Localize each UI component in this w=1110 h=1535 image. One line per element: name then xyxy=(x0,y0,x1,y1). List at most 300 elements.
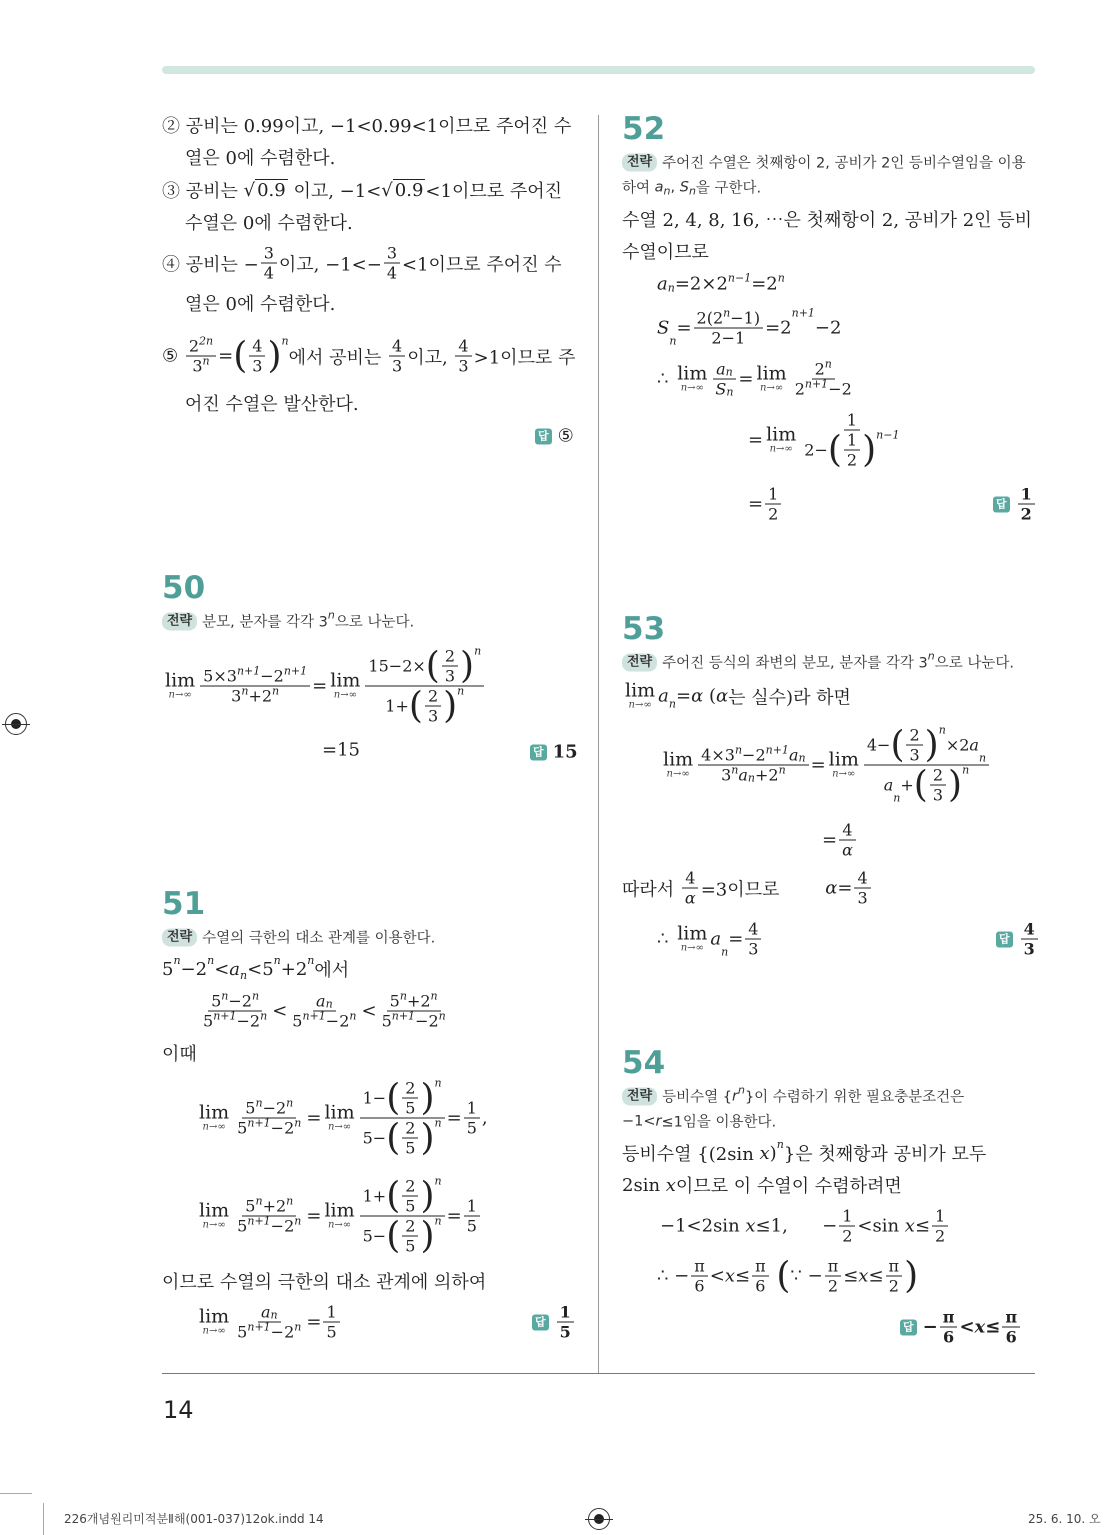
math-text: 2 xyxy=(814,359,825,379)
strategy-text xyxy=(202,608,415,632)
numerator xyxy=(864,723,989,766)
math-text: ) xyxy=(769,1142,777,1164)
superscript: n+1 xyxy=(791,306,815,320)
math-text: +2 xyxy=(280,958,308,980)
numerator xyxy=(360,1076,445,1119)
math-text: 2 xyxy=(794,379,805,399)
radicand: 0.9 xyxy=(257,180,286,201)
math-text: −2 xyxy=(828,379,852,399)
math-text: 2sin xyxy=(622,1174,666,1196)
math-text: 15−2× xyxy=(368,656,426,676)
lim-label: lim xyxy=(199,1305,230,1328)
numerator xyxy=(854,869,870,889)
math-text: +2 xyxy=(754,765,779,785)
answer-value xyxy=(555,1303,576,1342)
numerator xyxy=(323,1303,339,1323)
left-paren: ( xyxy=(386,1215,401,1256)
page-number: 14 xyxy=(163,1396,194,1424)
right-paren: ) xyxy=(420,1215,435,1256)
math-variable: S xyxy=(679,179,689,195)
registration-mark-icon xyxy=(5,713,27,735)
numerator xyxy=(1002,1308,1020,1328)
strategy-text xyxy=(202,927,435,948)
math-text: 1 xyxy=(466,1196,477,1216)
fraction xyxy=(844,431,860,470)
math-text: −1<2sin xyxy=(660,1215,746,1237)
numerator xyxy=(752,1257,769,1277)
math-text: ≤ xyxy=(914,1215,931,1237)
superscript: n+1 xyxy=(391,1009,416,1023)
denominator xyxy=(382,684,467,726)
math-text: 5 xyxy=(389,991,400,1011)
denominator xyxy=(323,1323,339,1342)
solution-line xyxy=(622,206,1032,232)
paren-content xyxy=(904,726,924,765)
denominator xyxy=(249,357,265,376)
math-text: ≤ xyxy=(868,1265,884,1287)
math-text: 4 xyxy=(263,263,274,283)
radical-sign: √ xyxy=(243,179,256,201)
numerator xyxy=(839,821,855,841)
math-text: = xyxy=(676,685,692,707)
math-text: 2 xyxy=(405,1216,416,1236)
superscript: n xyxy=(173,954,181,967)
math-text: 5− xyxy=(362,1128,387,1148)
math-variable: S xyxy=(715,379,727,399)
superscript: n xyxy=(824,357,832,371)
numerator xyxy=(1021,920,1038,940)
math-text: 수열의 극한의 대소 관계를 이용한다. xyxy=(202,930,436,947)
math-text: ④ 공비는 − xyxy=(162,254,259,275)
math-text: = xyxy=(822,829,838,851)
math-text: 1 xyxy=(326,1302,337,1322)
parenthesized xyxy=(827,428,900,470)
denominator xyxy=(289,1009,359,1031)
denominator xyxy=(464,1217,480,1236)
denominator xyxy=(792,377,855,399)
math-text: 5 xyxy=(466,1216,477,1236)
lim-subscript: n→∞ xyxy=(760,382,784,394)
subscript: n xyxy=(726,385,734,399)
paren-content xyxy=(400,1079,420,1118)
math-text: ∴ − xyxy=(657,1265,690,1287)
math-variable: α xyxy=(842,840,853,860)
numerator xyxy=(844,431,860,451)
superscript: n xyxy=(349,1009,357,1023)
solution-line xyxy=(657,357,857,399)
math-text: 3 xyxy=(252,356,263,376)
math-text: 5 xyxy=(405,1236,416,1256)
square-root xyxy=(244,179,288,201)
math-variable: a xyxy=(788,745,799,765)
limit xyxy=(677,922,708,954)
numerator xyxy=(425,687,441,707)
math-text: 1 xyxy=(846,410,857,430)
math-text: = xyxy=(810,754,826,776)
lim-subscript: n→∞ xyxy=(202,1219,226,1231)
math-text: −2 xyxy=(814,317,842,339)
math-text: ( xyxy=(703,685,716,707)
superscript: n xyxy=(286,1194,294,1208)
denominator xyxy=(930,786,946,805)
math-text: 6 xyxy=(694,1276,705,1296)
math-text: 3 xyxy=(231,686,242,706)
math-text: ≤1, − xyxy=(755,1215,838,1237)
superscript: n xyxy=(430,989,438,1003)
math-text: ⑤ xyxy=(162,345,184,367)
fraction xyxy=(792,357,855,399)
math-variable: x xyxy=(665,1174,676,1196)
math-text: = xyxy=(676,317,692,339)
numerator xyxy=(258,1303,281,1323)
math-text: 4− xyxy=(866,735,891,755)
numerator xyxy=(387,989,441,1012)
math-text: 5 xyxy=(245,1098,256,1118)
denominator xyxy=(455,357,471,376)
lim-subscript: n→∞ xyxy=(680,942,704,954)
lim-label: lim xyxy=(625,679,656,702)
superscript: n xyxy=(221,989,229,1003)
math-variable: a xyxy=(657,273,668,295)
math-text: < xyxy=(361,1000,377,1022)
math-text: ≤ xyxy=(735,1265,751,1287)
question-number: 51 xyxy=(162,886,206,922)
math-text: 2 xyxy=(846,450,858,470)
denominator xyxy=(384,264,400,283)
numerator xyxy=(844,411,860,431)
superscript: n xyxy=(255,1194,263,1208)
math-text: 4 xyxy=(842,820,853,840)
fraction xyxy=(886,1257,903,1296)
math-text: 2 xyxy=(932,765,944,785)
math-text: 3 xyxy=(263,243,274,263)
subscript: n xyxy=(240,969,248,982)
math-text: 으로 나눈다. xyxy=(334,614,415,631)
math-variable: x xyxy=(974,1316,986,1338)
lim-subscript: n→∞ xyxy=(769,443,793,455)
math-text: 이고, −1<− xyxy=(278,254,382,275)
numerator xyxy=(242,1194,296,1217)
math-variable: a xyxy=(316,991,326,1011)
solution-line xyxy=(622,869,873,908)
limit xyxy=(199,1199,230,1231)
math-text: =2 xyxy=(751,273,778,295)
math-text: −2 xyxy=(742,745,766,765)
denominator xyxy=(932,1227,948,1246)
denominator xyxy=(745,940,761,959)
fraction xyxy=(402,1119,418,1158)
denominator xyxy=(234,1214,304,1236)
denominator xyxy=(234,1320,304,1342)
superscript: n xyxy=(438,1009,446,1023)
math-text: 5− xyxy=(362,1226,387,1246)
lim-label: lim xyxy=(766,423,797,446)
denominator xyxy=(464,1119,480,1138)
superscript: n xyxy=(294,1320,302,1334)
math-variable: S xyxy=(657,317,670,339)
answer-value xyxy=(1019,920,1040,959)
solution-line xyxy=(185,390,359,416)
math-text: 에서 공비는 xyxy=(288,347,387,368)
math-variable: x xyxy=(724,1265,736,1287)
solution-line xyxy=(162,1040,197,1066)
fraction xyxy=(557,1303,574,1342)
math-text: 열은 0에 수렴한다. xyxy=(185,294,336,315)
math-text: 2 xyxy=(935,1226,946,1246)
solution-line xyxy=(657,271,785,295)
math-text: 분모, 분자를 각각 3 xyxy=(202,614,328,631)
denominator xyxy=(825,1277,841,1296)
subscript: n xyxy=(688,184,696,198)
solution-line xyxy=(185,290,335,316)
math-text: 5 xyxy=(237,1322,248,1342)
math-text: −2 xyxy=(270,1118,295,1138)
answer-badge: 답 xyxy=(530,744,547,760)
subscript: n xyxy=(725,365,733,379)
math-text: 5 xyxy=(326,1322,337,1342)
math-text: = xyxy=(738,368,754,390)
math-text: 4 xyxy=(386,263,397,283)
lim-label: lim xyxy=(330,669,361,692)
right-paren: ) xyxy=(948,764,963,805)
math-text: =15 xyxy=(322,739,360,761)
parenthesized xyxy=(386,1076,442,1118)
math-text: 2 xyxy=(827,1276,839,1296)
math-text: = xyxy=(306,1311,322,1333)
solution-line xyxy=(198,989,451,1031)
paren-content xyxy=(423,687,443,726)
right-paren: ) xyxy=(420,1117,435,1158)
superscript: n+1 xyxy=(283,664,308,678)
math-text: 1− xyxy=(362,1088,387,1108)
math-text: = xyxy=(312,675,328,697)
strategy-text xyxy=(622,1111,776,1132)
math-text: }은 첫째항과 공비가 모두 xyxy=(783,1144,987,1165)
math-text: 5 xyxy=(203,1011,214,1031)
lim-subscript: n→∞ xyxy=(168,689,192,701)
math-text: 열은 0에 수렴한다. xyxy=(185,148,336,169)
subscript: n xyxy=(978,751,987,765)
superscript: n xyxy=(927,649,935,663)
denominator xyxy=(801,428,902,470)
fraction xyxy=(402,1177,418,1216)
parenthesized xyxy=(386,1116,442,1158)
superscript: n+1 xyxy=(213,1009,237,1023)
solution-line xyxy=(196,1076,488,1158)
math-text: 2 xyxy=(405,1176,416,1196)
fraction xyxy=(940,1308,958,1347)
math-text: 2 xyxy=(188,336,200,356)
math-text: , xyxy=(481,1107,488,1129)
solution-line xyxy=(196,1303,342,1342)
lim-subscript: n→∞ xyxy=(832,768,856,780)
denominator xyxy=(708,329,748,348)
math-text: −2 xyxy=(325,1011,350,1031)
denominator xyxy=(360,1214,445,1256)
denominator xyxy=(1021,940,1038,959)
math-text: , xyxy=(670,179,680,195)
numerator xyxy=(694,306,764,329)
superscript: n+1 xyxy=(765,743,789,757)
fraction xyxy=(1018,485,1035,524)
fraction xyxy=(365,644,484,726)
strategy xyxy=(162,927,435,948)
parenthesized xyxy=(408,684,465,726)
numerator xyxy=(455,337,471,357)
math-text: 1+ xyxy=(362,1186,387,1206)
strategy-text xyxy=(662,1083,965,1107)
fraction xyxy=(839,1207,855,1246)
lim-subscript: n→∞ xyxy=(666,768,690,780)
exponent: n xyxy=(281,334,289,348)
limit xyxy=(330,669,361,701)
math-text: 4 xyxy=(252,336,263,356)
superscript: n xyxy=(272,684,280,698)
math-text: 1 xyxy=(846,430,858,450)
left-paren: ( xyxy=(233,335,248,376)
numerator xyxy=(930,766,946,786)
subscript: n xyxy=(663,184,671,198)
superscript: n xyxy=(776,1138,784,1151)
math-text: 2 xyxy=(405,1078,416,1098)
math-text: + xyxy=(900,775,914,795)
superscript: n xyxy=(731,763,739,777)
denominator xyxy=(844,451,860,470)
lim-subscript: n→∞ xyxy=(202,1325,226,1337)
numerator xyxy=(402,1217,418,1237)
math-text: 3 xyxy=(386,243,397,263)
math-text: π xyxy=(694,1256,705,1276)
math-text: < xyxy=(709,1265,725,1287)
numerator xyxy=(186,334,216,357)
numerator xyxy=(208,989,262,1012)
superscript: n xyxy=(723,306,731,320)
fraction xyxy=(930,766,946,805)
math-text: 는 실수)라 하면 xyxy=(728,687,851,708)
right-paren: ) xyxy=(904,1255,919,1296)
parenthesized xyxy=(233,334,289,376)
left-paren: ( xyxy=(386,1117,401,1158)
superscript: n xyxy=(737,1083,745,1097)
math-variable: a xyxy=(716,359,726,379)
exponent: n xyxy=(434,1214,442,1228)
exponent: n−1 xyxy=(876,428,900,442)
numerator xyxy=(360,1174,445,1217)
superscript: n xyxy=(286,1096,294,1110)
fraction xyxy=(425,687,441,726)
solution-line xyxy=(660,723,991,805)
math-text: 3 xyxy=(192,356,203,376)
math-text: 2 xyxy=(842,1226,853,1246)
math-text: +2 xyxy=(248,686,273,706)
header-bar xyxy=(162,66,1035,74)
numerator xyxy=(713,360,736,380)
math-text: 이므로 수열의 극한의 대소 관계에 의하여 xyxy=(162,1272,487,1293)
superscript: n xyxy=(777,271,785,285)
limit xyxy=(625,679,656,711)
fraction xyxy=(384,244,400,283)
numerator xyxy=(691,1257,708,1277)
math-text: 1 xyxy=(559,1302,571,1322)
math-text: =2×2 xyxy=(674,273,728,295)
fraction xyxy=(234,1303,304,1342)
denominator xyxy=(189,354,212,376)
parenthesized xyxy=(425,644,482,686)
exponent: n xyxy=(434,1174,442,1188)
solution-line xyxy=(657,920,763,959)
question-number: 50 xyxy=(162,570,206,606)
exponent: n xyxy=(457,684,465,698)
left-paren: ( xyxy=(425,645,440,686)
math-text: =2 xyxy=(765,317,792,339)
math-text: π xyxy=(888,1256,900,1276)
math-text: 5 xyxy=(405,1098,416,1118)
math-text: 1 xyxy=(466,1098,477,1118)
subscript: n xyxy=(721,945,729,959)
limit xyxy=(766,423,797,455)
strategy-badge: 전략 xyxy=(162,612,197,630)
math-text: 2 xyxy=(909,725,920,745)
lim-subscript: n→∞ xyxy=(327,1121,352,1133)
math-text: 4 xyxy=(857,868,868,888)
numerator xyxy=(242,1096,296,1119)
denominator xyxy=(402,1099,418,1118)
fraction xyxy=(801,411,902,470)
denominator xyxy=(854,889,870,908)
denominator xyxy=(389,357,405,376)
math-text: 주어진 수열은 첫째항이 2, 공비가 2인 등비수열임을 이용 xyxy=(662,155,1026,172)
fraction xyxy=(379,989,449,1031)
math-text: 3 xyxy=(1023,939,1035,959)
math-text: 5 xyxy=(405,1196,416,1216)
denominator xyxy=(402,1139,418,1158)
math-text: 4 xyxy=(748,919,759,939)
math-text: = xyxy=(748,429,764,451)
question-number: 52 xyxy=(622,111,666,147)
math-text: = xyxy=(218,345,234,367)
fraction xyxy=(289,992,359,1031)
math-text: < xyxy=(272,1000,288,1022)
denominator xyxy=(200,1009,270,1031)
math-text: 3 xyxy=(721,765,732,785)
math-text: 3 xyxy=(444,666,456,686)
exponent: n xyxy=(474,644,482,658)
denominator xyxy=(379,1009,449,1031)
denominator xyxy=(752,1277,768,1296)
math-variable: α xyxy=(825,877,838,899)
math-variable: a xyxy=(229,958,241,980)
left-paren: ( xyxy=(913,764,928,805)
math-variable: α xyxy=(684,888,696,908)
math-text: 6 xyxy=(755,1276,766,1296)
solution-line xyxy=(622,679,851,711)
strategy-badge: 전략 xyxy=(162,928,197,946)
fraction xyxy=(234,1096,304,1138)
denominator xyxy=(886,1277,902,1296)
numerator xyxy=(886,1257,903,1277)
math-text: −2 xyxy=(270,1216,295,1236)
math-text: 4 xyxy=(392,336,403,356)
numerator xyxy=(932,1207,948,1227)
fraction xyxy=(323,1303,339,1342)
fraction xyxy=(249,337,265,376)
fraction xyxy=(1002,1308,1020,1347)
superscript: n xyxy=(207,954,215,967)
answer-value xyxy=(553,742,578,763)
math-text: 5 xyxy=(237,1118,248,1138)
limit xyxy=(828,748,859,780)
math-text: 2 xyxy=(444,646,456,666)
